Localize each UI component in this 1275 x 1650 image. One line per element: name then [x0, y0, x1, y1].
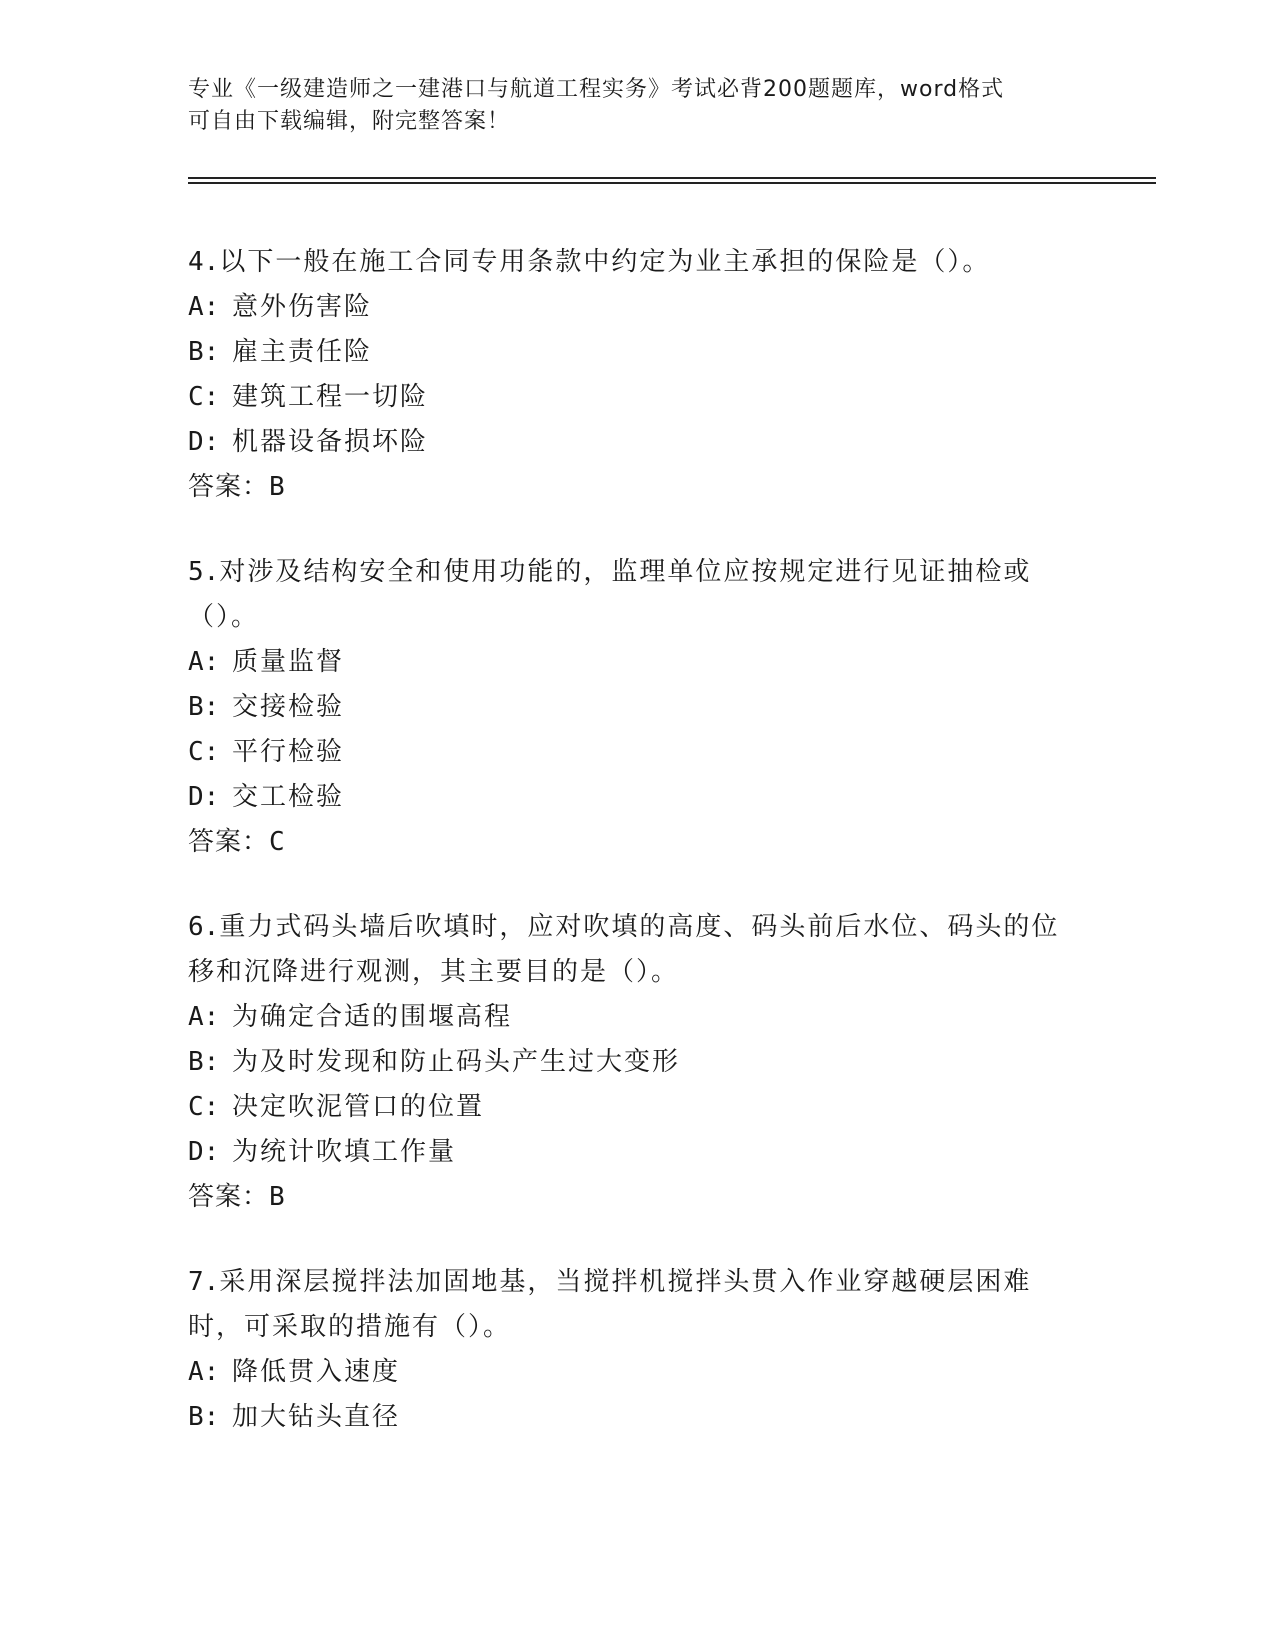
- question-stem: [188, 550, 1068, 640]
- option-a: [188, 995, 1068, 1040]
- question-number: 4.: [188, 247, 220, 277]
- option-d: [188, 1130, 1068, 1175]
- option-text: 加大钻头直径: [232, 1402, 401, 1432]
- option-letter: A:: [188, 1357, 220, 1387]
- option-text: 交工检验: [232, 782, 345, 812]
- option-letter: B:: [188, 692, 220, 722]
- option-text: 意外伤害险: [232, 292, 373, 322]
- question-text: 对涉及结构安全和使用功能的，监理单位应按规定进行见证抽检或（）。: [188, 557, 1032, 632]
- answer-line: [188, 1175, 1068, 1220]
- option-letter: D:: [188, 782, 220, 812]
- document-header: [188, 74, 1088, 138]
- option-text: 为统计吹填工作量: [232, 1137, 457, 1167]
- option-a: [188, 285, 1068, 330]
- option-text: 决定吹泥管口的位置: [232, 1092, 485, 1122]
- option-d: [188, 775, 1068, 820]
- header-divider-bottom: [188, 182, 1156, 184]
- answer-label: 答案：: [188, 827, 270, 857]
- option-b: [188, 685, 1068, 730]
- option-text: 为及时发现和防止码头产生过大变形: [232, 1047, 681, 1077]
- question-6: [188, 905, 1068, 1220]
- option-text: 交接检验: [232, 692, 345, 722]
- question-number: 7.: [188, 1267, 220, 1297]
- question-stem: [188, 240, 1068, 285]
- option-text: 建筑工程一切险: [232, 382, 429, 412]
- option-c: [188, 375, 1068, 420]
- option-text: 为确定合适的围堰高程: [232, 1002, 513, 1032]
- option-a: [188, 1350, 1068, 1395]
- option-letter: C:: [188, 382, 220, 412]
- question-4: [188, 240, 1068, 510]
- option-b: [188, 1395, 1068, 1440]
- option-letter: C:: [188, 1092, 220, 1122]
- answer-line: [188, 465, 1068, 510]
- option-b: [188, 330, 1068, 375]
- question-5: [188, 550, 1068, 865]
- header-line-2: 可自由下载编辑，附完整答案！: [188, 109, 511, 134]
- option-letter: D:: [188, 1137, 220, 1167]
- option-d: [188, 420, 1068, 465]
- question-stem: [188, 905, 1068, 995]
- option-a: [188, 640, 1068, 685]
- answer-value: C: [269, 827, 286, 857]
- header-divider-top: [188, 177, 1156, 179]
- option-text: 质量监督: [232, 647, 345, 677]
- answer-value: B: [269, 1182, 286, 1212]
- option-letter: B:: [188, 337, 220, 367]
- answer-value: B: [269, 472, 286, 502]
- option-letter: A:: [188, 1002, 220, 1032]
- question-list: [188, 240, 1068, 1480]
- option-letter: B:: [188, 1402, 220, 1432]
- option-text: 平行检验: [232, 737, 345, 767]
- option-b: [188, 1040, 1068, 1085]
- option-text: 机器设备损坏险: [232, 427, 429, 457]
- answer-label: 答案：: [188, 472, 270, 502]
- answer-label: 答案：: [188, 1182, 270, 1212]
- option-c: [188, 730, 1068, 775]
- answer-line: [188, 820, 1068, 865]
- question-text: 重力式码头墙后吹填时，应对吹填的高度、码头前后水位、码头的位移和沉降进行观测，其主要目的是（）。: [188, 912, 1060, 987]
- question-number: 6.: [188, 912, 220, 942]
- question-text: 采用深层搅拌法加固地基，当搅拌机搅拌头贯入作业穿越硬层困难时，可采取的措施有（）。: [188, 1267, 1032, 1342]
- option-letter: D:: [188, 427, 220, 457]
- question-stem: [188, 1260, 1068, 1350]
- option-c: [188, 1085, 1068, 1130]
- question-number: 5.: [188, 557, 220, 587]
- option-letter: A:: [188, 292, 220, 322]
- option-letter: C:: [188, 737, 220, 767]
- question-text: 以下一般在施工合同专用条款中约定为业主承担的保险是（）。: [219, 247, 991, 277]
- question-7: [188, 1260, 1068, 1440]
- header-line-1: 专业《一级建造师之一建港口与航道工程实务》考试必背200题题库，word格式: [188, 77, 1005, 102]
- option-letter: A:: [188, 647, 220, 677]
- option-text: 雇主责任险: [232, 337, 373, 367]
- option-letter: B:: [188, 1047, 220, 1077]
- option-text: 降低贯入速度: [232, 1357, 401, 1387]
